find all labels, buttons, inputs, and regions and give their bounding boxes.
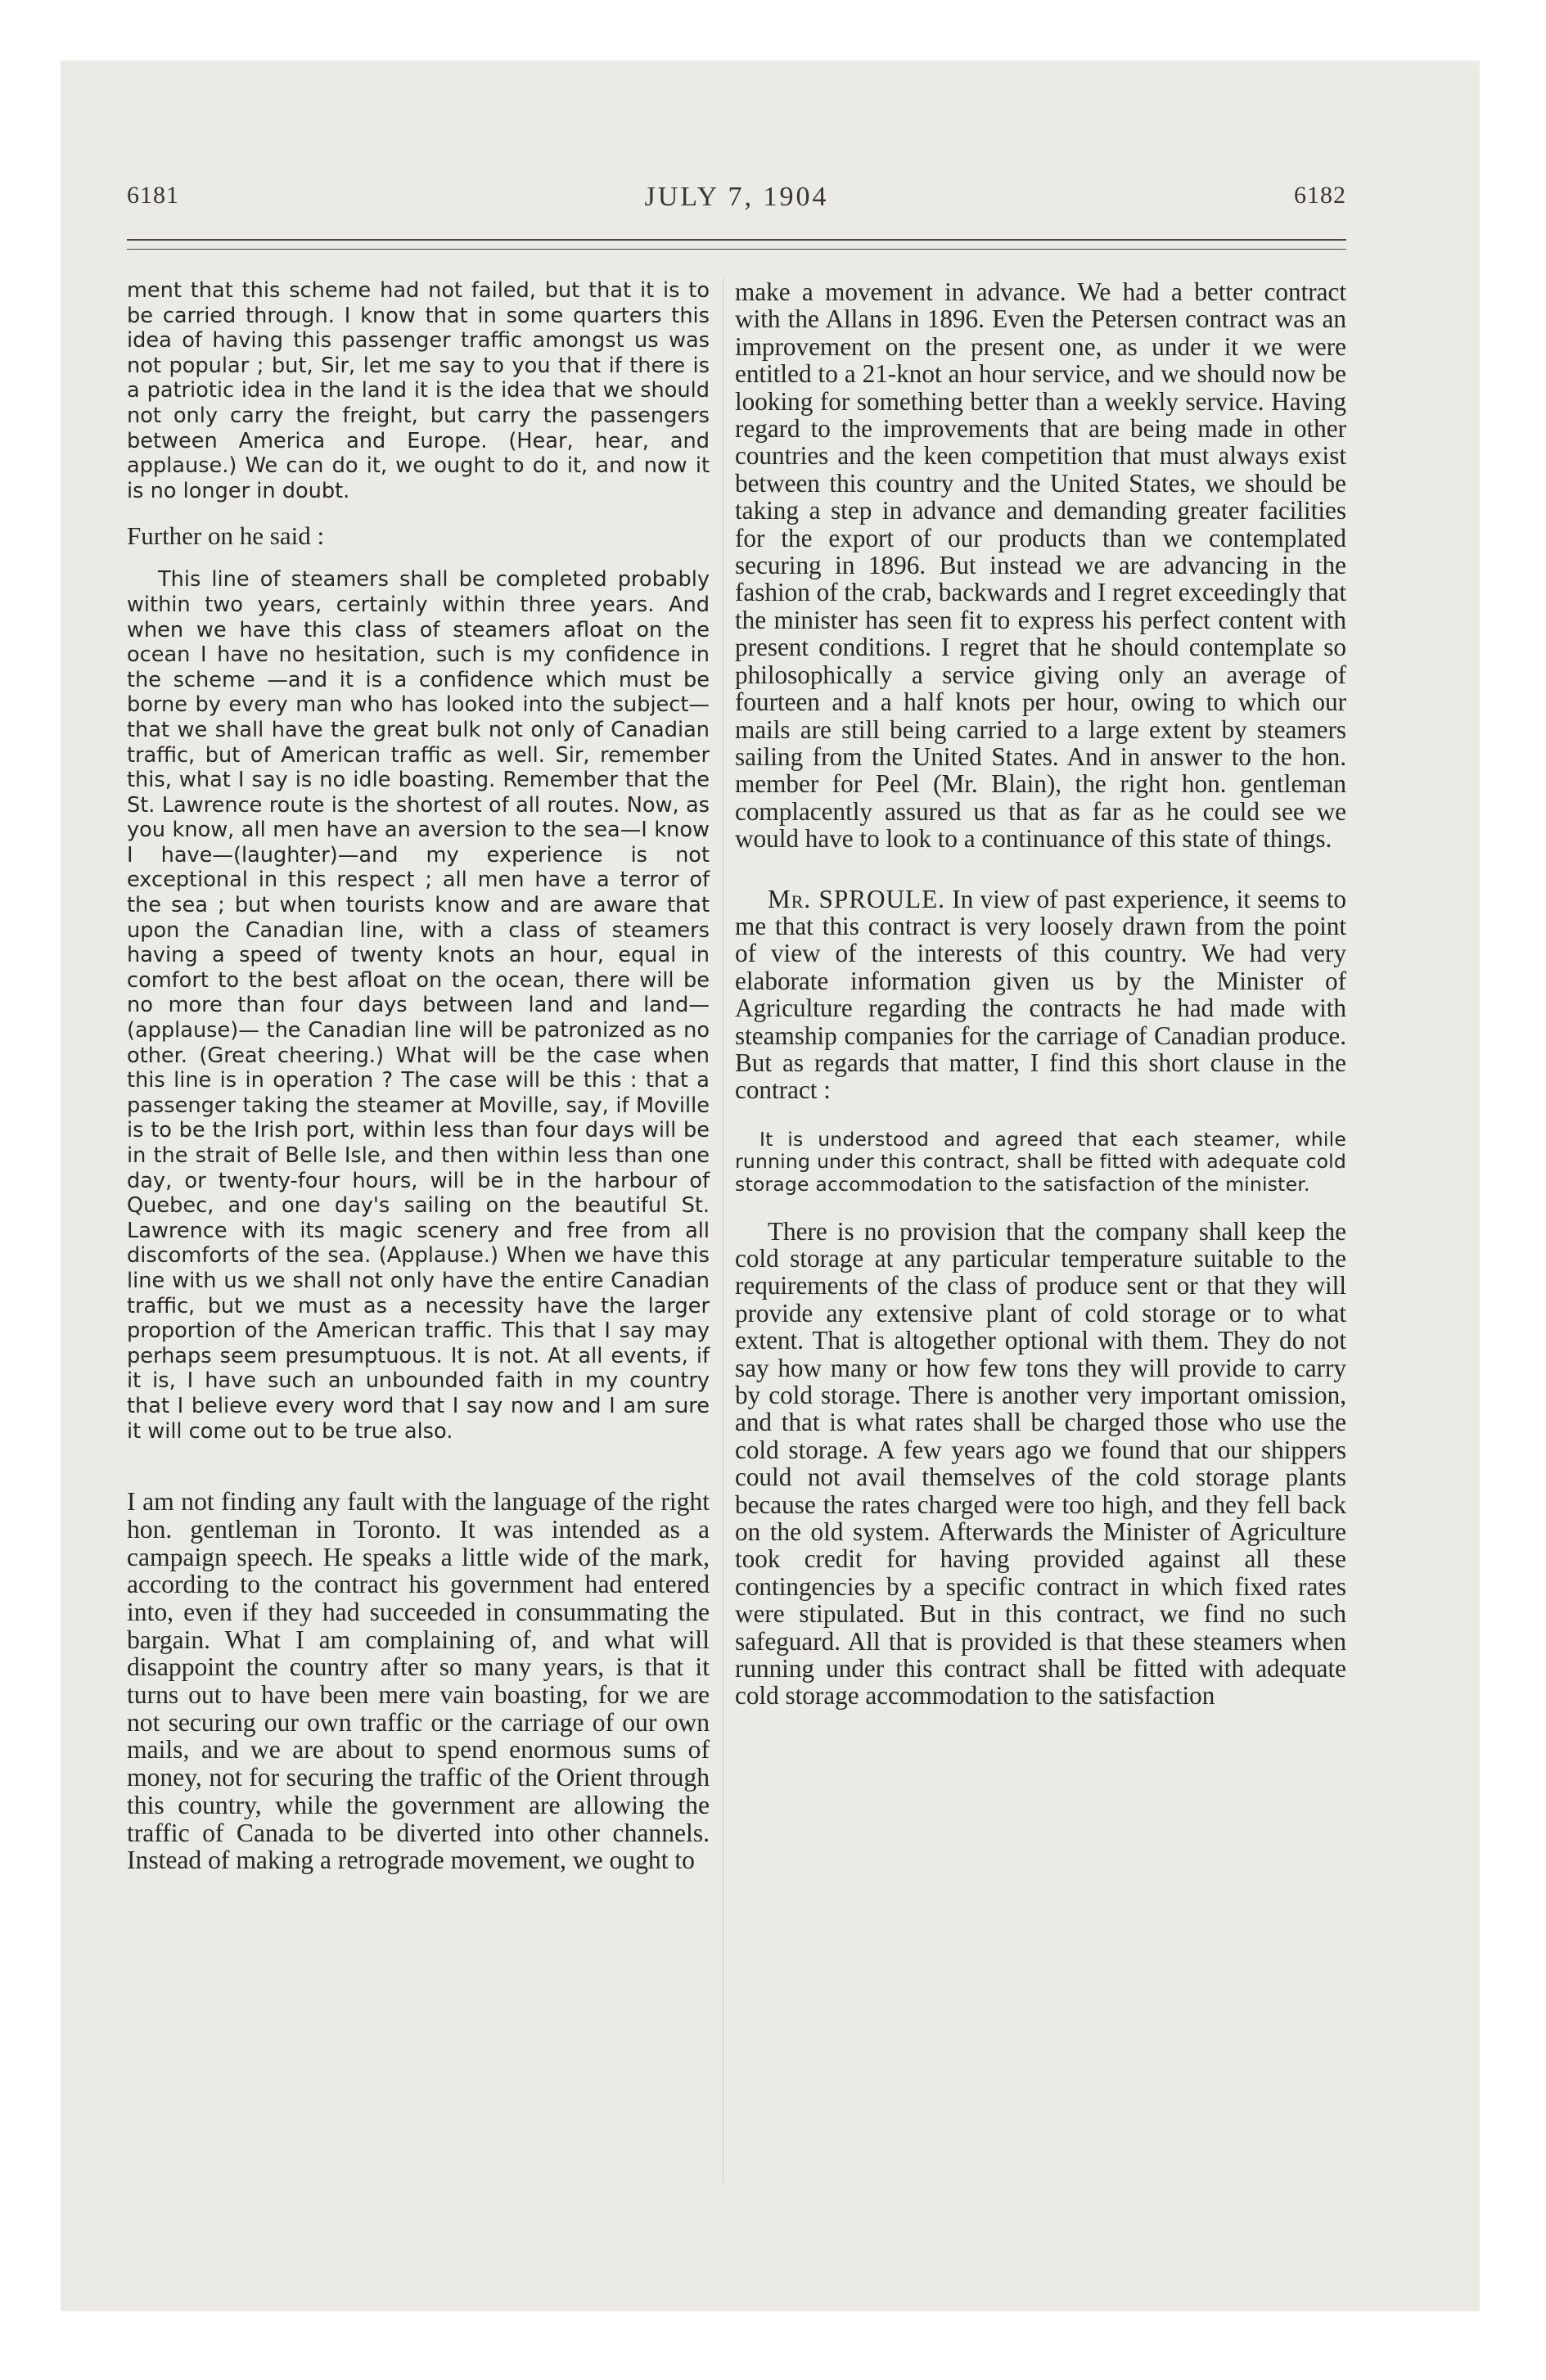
page-number-right: 6182 (1294, 182, 1346, 209)
left-paragraph-4: I am not finding any fault with the language of the right hon. gentleman in Toronto. It was intended as a campaign speech. He speaks a little wide of the mark, according to the contract his government had entered into, even if they had succeeded in consummating the bargain. What I am complaining of, and what will disappoint the country after so many years, is that it turns out to have been mere vain boasting, for we are not securing our own traffic or the carriage of our own mails, and we are about to spend enormous sums of money, not for securing the traffic of the Orient through this country, while the government are allowing the traffic of Canada to be diverted into other channels. Instead of making a retrograde movement, we ought to (127, 1487, 710, 1875)
right-paragraph-1: make a movement in advance. We had a better contract with the Allans in 1896. Even the Petersen contract was an improvement on the present one, as under it we were entitled to a 21-knot an hour service, and we should now be looking for something better than a weekly service. Having regard to the improvements that are being made in other countries and the keen competition that must always exist between this country and the United States, we should be taking a step in advance and demanding greater facilities for the export of our products than we contemplated securing in 1896. But instead we are advancing in the fashion of the crab, backwards and I regret exceedingly that the minister has seen fit to express his perfect content with present conditions. I regret that he should contemplate so philosophically a service giving only an average of fourteen and a half knots per hour, owing to which our mails are still being carried to a large extent by steamers sailing from the United States. And in answer to the hon. member for Peel (Mr. Blain), the right hon. gentleman complacently assured us that as far as he could see we would have to look to a continuance of this state of things. (735, 277, 1346, 854)
speaker-text: In view of past experience, it seems to me that this contract is very loosely drawn from the point of view of the interests of this country. We had very elaborate information given us by the Minister of Agriculture regarding the contracts he had made with steamship companies for the carriage of Canadian produce. But as regards that matter, I find this short clause in the contract : (735, 884, 1347, 1105)
page-header (127, 182, 1346, 231)
left-column (127, 278, 710, 1874)
page-number-left: 6181 (127, 182, 179, 209)
header-rule-thin (127, 249, 1346, 250)
left-paragraph-1: ment that this scheme had not failed, but that it is to be carried through. I know that in some quarters this idea of having this passenger traffic amongst us was not popular ; but, Sir, let me say to you that if there is a patriotic idea in the land it is the idea that we should not only carry the freight, but carry the passengers between America and Europe. (Hear, hear, and applause.) We can do it, we ought to do it, and now it is no longer in doubt. (127, 278, 710, 503)
contract-clause-quote: It is understood and agreed that each steamer, while running under this contract, shall be fitted with adequate cold storage accommodation to the satisfaction of the minister. (735, 1127, 1346, 1196)
left-quoted-speech: This line of steamers shall be completed probably within two years, certainly within three years. And when we have this class of steamers afloat on the ocean I have no hesitation, such is my confidence in the scheme —and it is a confidence which must be borne by every man who has looked into the subject—that we shall have the great bulk not only of Canadian traffic, but of American traffic as well. Sir, remember this, what I say is no idle boasting. Remember that the St. Lawrence route is the shortest of all routes. Now, as you know, all men have an aversion to the sea—I know I have—(laughter)—and my experience is not exceptional in this respect ; all men have a terror of the sea ; but when tourists know and are aware that upon the Canadian line, with a class of steamers having a speed of twenty knots an hour, equal in comfort to the best afloat on the ocean, there will be no more than four days between land and land—(applause)— the Canadian line will be patronized as no other. (Great cheering.) What will be the case when this line is in operation ? The case will be this : that a passenger taking the steamer at Moville, say, if Moville is to be the Irish port, within less than four days will be in the strait of Belle Isle, and then within less than one day, or twenty-four hours, will be in the harbour of Quebec, and one day's sailing on the beautiful St. Lawrence with its magic scenery and free from all discomforts of the sea. (Applause.) When we have this line with us we shall not only have the entire Canadian traffic, but we must as a necessity have the larger proportion of the American traffic. This that I say may perhaps seem presumptuous. It is not. At all events, if it is, I have such an unbounded faith in my country that I believe every word that I say now and I am sure it will come out to be true also. (127, 567, 710, 1444)
right-column (735, 278, 1346, 1710)
right-paragraph-3: There is no provision that the company shall keep the cold storage at any particular temperature suitable to the requirements of the class of produce sent or that they will provide any extensive plant of cold storage or to what extent. That is altogether optional with them. They do not say how many or how few tons they will provide to carry by cold storage. There is another very important omission, and that is what rates shall be charged those who use the cold storage. A few years ago we found that our shippers could not avail themselves of the cold storage plants because the rates charged were too high, and they fell back on the old system. Afterwards the Minister of Agriculture took credit for having provided against all these contingencies by a specific contract in which fixed rates were stipulated. But in this contract, we find no such safeguard. All that is provided is that these steamers when running under this contract shall be fitted with adequate cold storage accommodation to the satisfaction (735, 1216, 1346, 1711)
header-rule (127, 239, 1346, 241)
left-intro-line: Further on he said : (127, 521, 325, 551)
right-paragraph-2 (735, 886, 1346, 1104)
speaker-name: Mr. SPROULE. (768, 884, 945, 913)
page-date: JULY 7, 1904 (644, 182, 829, 212)
